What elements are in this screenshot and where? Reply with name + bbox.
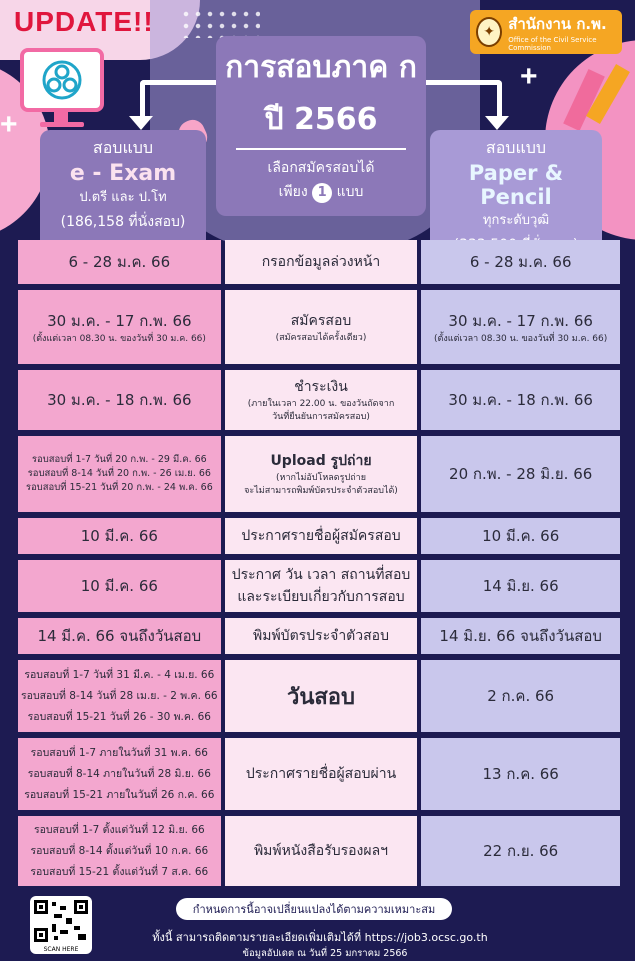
paper-cell: 14 มิ.ย. 66 bbox=[421, 560, 620, 612]
table-row bbox=[18, 618, 620, 654]
decor-dots bbox=[180, 8, 260, 38]
table-row bbox=[18, 660, 620, 732]
e-exam-cell: 6 - 28 ม.ค. 66 bbox=[18, 240, 221, 284]
paper-cell: 30 ม.ค. - 17 ก.พ. 66 (ตั้งแต่เวลา 08.30 น. ของวันที่ 30 ม.ค. 66) bbox=[421, 290, 620, 364]
table-row bbox=[18, 738, 620, 810]
table-row bbox=[18, 816, 620, 886]
e-exam-cell: รอบสอบที่ 1-7 ตั้งแต่วันที่ 12 มิ.ย. 66 รอบสอบที่ 8-14 ตั้งแต่วันที่ 10 ก.ค. 66 รอบสอบที่ 15-21 ตั้งแต่วันที่ 7 ส.ค. 66 bbox=[18, 816, 221, 886]
card-label: สอบแบบ bbox=[92, 138, 154, 157]
choose-line1: เลือกสมัครสอบได้ bbox=[267, 160, 375, 176]
footer-note: กำหนดการนี้อาจเปลี่ยนแปลงได้ตามความเหมาะสม bbox=[176, 898, 452, 920]
monitor-base bbox=[40, 122, 84, 127]
table-row bbox=[18, 290, 620, 364]
choose-line2: เพียง 1 แบบ bbox=[216, 180, 426, 204]
e-exam-cell: 10 มี.ค. 66 bbox=[18, 560, 221, 612]
paper-cell: 22 ก.ย. 66 bbox=[421, 816, 620, 886]
paper-cell: 14 มิ.ย. 66 จนถึงวันสอบ bbox=[421, 618, 620, 654]
card-title: Paper & Pencil bbox=[468, 161, 564, 209]
arrow-connector bbox=[422, 80, 502, 120]
qr-label: SCAN HERE bbox=[43, 946, 79, 953]
e-exam-cell: 14 มี.ค. 66 จนถึงวันสอบ bbox=[18, 618, 221, 654]
title-line2: ปี 2566 bbox=[264, 102, 378, 137]
e-exam-cell: 30 ม.ค. - 17 ก.พ. 66 (ตั้งแต่เวลา 08.30 น. ของวันที่ 30 ม.ค. 66) bbox=[18, 290, 221, 364]
table-row bbox=[18, 240, 620, 284]
org-logo bbox=[470, 10, 622, 54]
pencils-icon bbox=[545, 60, 635, 140]
arrow-head-icon bbox=[129, 116, 153, 130]
schedule-table bbox=[18, 240, 620, 892]
paper-cell: 13 ก.ค. 66 bbox=[421, 738, 620, 810]
org-name-en: Office of the Civil Service Commission bbox=[508, 36, 597, 52]
title-line1: การสอบภาค ก bbox=[225, 50, 417, 85]
step-cell: Upload รูปถ่าย (หากไม่อัปโหลดรูปถ่าย จะไม่สามารถพิมพ์บัตรประจำตัวสอบได้) bbox=[225, 436, 418, 512]
step-cell: วันสอบ bbox=[225, 660, 418, 732]
paper-pencil-card bbox=[430, 130, 602, 242]
qr-code-icon bbox=[34, 900, 88, 942]
card-level: ทุกระดับวุฒิ bbox=[482, 213, 550, 228]
arrow-head-icon bbox=[485, 116, 509, 130]
table-row bbox=[18, 560, 620, 612]
step-cell: พิมพ์บัตรประจำตัวสอบ bbox=[225, 618, 418, 654]
card-label: สอบแบบ bbox=[485, 138, 547, 157]
org-name-th: สำนักงาน ก.พ. bbox=[508, 15, 607, 33]
e-exam-card bbox=[40, 130, 206, 242]
card-title: e - Exam bbox=[69, 161, 177, 186]
step-cell: พิมพ์หนังสือรับรองผลฯ bbox=[225, 816, 418, 886]
table-row bbox=[18, 518, 620, 554]
seal-icon: ✦ bbox=[476, 17, 502, 47]
computer-icon bbox=[20, 48, 104, 112]
step-cell: ชำระเงิน (ภายในเวลา 22.00 น. ของวันถัดจาก วันที่ยืนยันการสมัครสอบ) bbox=[225, 370, 418, 430]
e-exam-cell: 10 มี.ค. 66 bbox=[18, 518, 221, 554]
qr-code[interactable] bbox=[30, 896, 92, 954]
title-card bbox=[216, 36, 426, 216]
footer-updated: ข้อมูลอัปเดต ณ วันที่ 25 มกราคม 2566 bbox=[242, 948, 408, 959]
footer-link-text[interactable]: ทั้งนี้ สามารถติดตามรายละเอียดเพิ่มเติมได้ที่ https://job3.ocsc.go.th bbox=[152, 931, 488, 944]
table-row bbox=[18, 370, 620, 430]
step-cell: ประกาศรายชื่อผู้สมัครสอบ bbox=[225, 518, 418, 554]
update-label: UPDATE!! bbox=[14, 6, 154, 37]
paper-cell: 6 - 28 ม.ค. 66 bbox=[421, 240, 620, 284]
e-exam-cell: รอบสอบที่ 1-7 วันที่ 20 ก.พ. - 29 มี.ค. 66 รอบสอบที่ 8-14 วันที่ 20 ก.พ. - 26 เม.ย. 66 รอบสอบที่ 15-21 วันที่ 20 ก.พ. - 24 พ.ค. 66 bbox=[18, 436, 221, 512]
paper-cell: 2 ก.ค. 66 bbox=[421, 660, 620, 732]
plus-icon: + bbox=[520, 60, 538, 93]
card-level: ป.ตรี และ ป.โท bbox=[79, 190, 167, 205]
paper-cell: 10 มี.ค. 66 bbox=[421, 518, 620, 554]
plus-icon: + bbox=[0, 108, 18, 141]
card-seats: (186,158 ที่นั่งสอบ) bbox=[60, 214, 186, 230]
step-cell: สมัครสอบ (สมัครสอบได้ครั้งเดียว) bbox=[225, 290, 418, 364]
e-exam-cell: รอบสอบที่ 1-7 ภายในวันที่ 31 พ.ค. 66 รอบสอบที่ 8-14 ภายในวันที่ 28 มิ.ย. 66 รอบสอบที่ 15-21 ภายในวันที่ 26 ก.ค. 66 bbox=[18, 738, 221, 810]
paper-cell: 20 ก.พ. - 28 มิ.ย. 66 bbox=[421, 436, 620, 512]
step-cell: ประกาศรายชื่อผู้สอบผ่าน bbox=[225, 738, 418, 810]
e-exam-cell: 30 ม.ค. - 18 ก.พ. 66 bbox=[18, 370, 221, 430]
arrow-connector bbox=[140, 80, 220, 120]
divider bbox=[236, 148, 406, 150]
e-exam-cell: รอบสอบที่ 1-7 วันที่ 31 มี.ค. - 4 เม.ย. 66 รอบสอบที่ 8-14 วันที่ 28 เม.ย. - 2 พ.ค. 66 รอบสอบที่ 15-21 วันที่ 26 - 30 พ.ค. 66 bbox=[18, 660, 221, 732]
number-badge: 1 bbox=[312, 183, 332, 203]
step-cell: ประกาศ วัน เวลา สถานที่สอบ และระเบียบเกี่ยวกับการสอบ bbox=[225, 560, 418, 612]
table-row bbox=[18, 436, 620, 512]
step-cell: กรอกข้อมูลล่วงหน้า bbox=[225, 240, 418, 284]
paper-cell: 30 ม.ค. - 18 ก.พ. 66 bbox=[421, 370, 620, 430]
